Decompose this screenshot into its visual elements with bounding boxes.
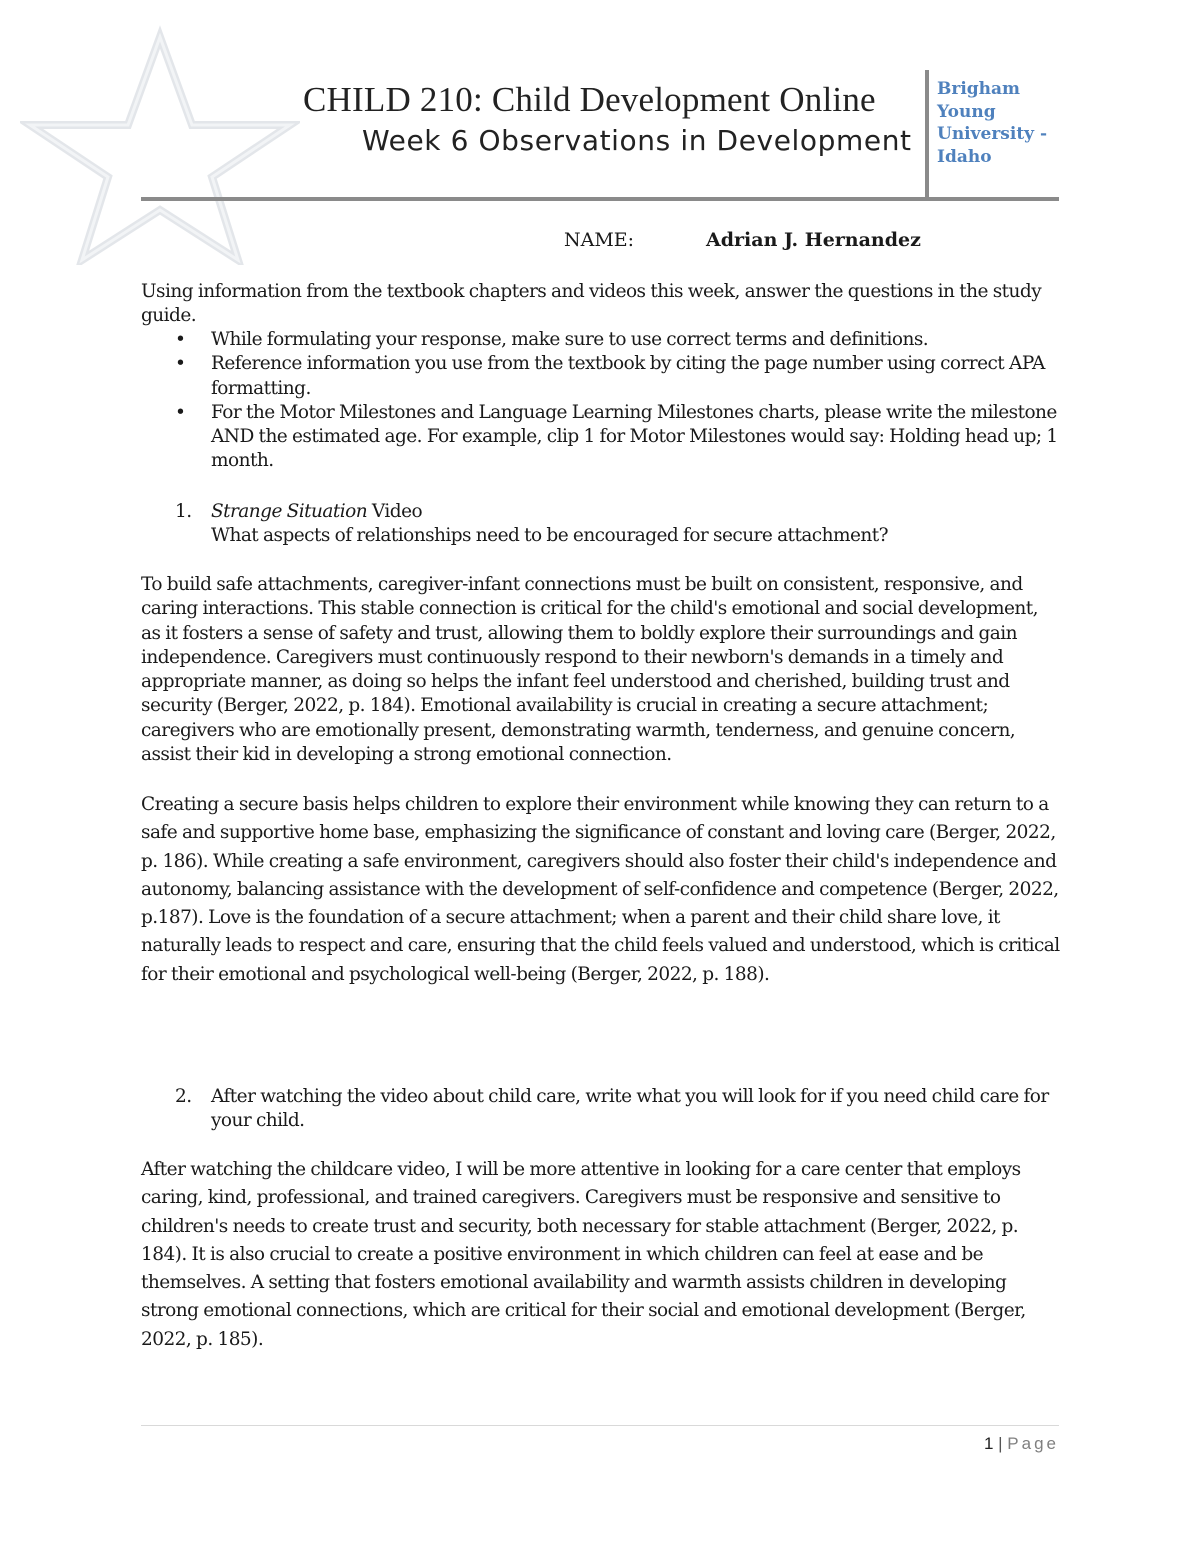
question-title-rest: Video	[367, 501, 423, 522]
header-horizontal-divider	[141, 197, 1059, 201]
star-watermark-icon	[20, 25, 300, 265]
answer-1-paragraph-2: Creating a secure basis helps children to explore their environment while knowing they can return to a safe and supportive home base, emphasizing the significance of constant and loving care (Berger, 2022, p. 186). While creating a safe environment, caregivers should also foster their child's independence and autonomy, balancing assistance with the development of self-confidence and competence (Berger, 2022, p.187). Love is the foundation of a secure attachment; when a parent and their child share love, it naturally leads to respect and care, ensuring that the child feels valued and understood, which is critical for their emotional and psychological well-being (Berger, 2022, p. 188).	[141, 794, 1060, 985]
name-value: Adrian J. Hernandez	[706, 229, 921, 251]
instruction-list	[141, 328, 1061, 474]
question-text: What aspects of relationships need to be encouraged for secure attachment?	[211, 525, 888, 547]
answer-1-paragraph-1: To build safe attachments, caregiver-infant connections must be built on consistent, responsive, and caring interactions. This stable connection is critical for the child's emotional and social development, as it fosters a sense of safety and trust, allowing them to boldly explore their surroundings and gain independence. Caregivers must continuously respond to their newborn's demands in a timely and appropriate manner, as doing so helps the infant feel understood and cherished, building trust and security (Berger, 2022, p. 184). Emotional availability is crucial in creating a secure attachment; caregivers who are emotionally present, demonstrating warmth, tenderness, and genuine concern, assist their kid in developing a strong emotional connection.	[141, 574, 1038, 766]
page-footer	[984, 1434, 1059, 1454]
question-number: 1.	[175, 501, 192, 522]
question-title-italic: Strange Situation	[211, 501, 368, 522]
question-1	[141, 500, 1061, 549]
question-text: After watching the video about child care, write what you will look for if you need child care for your child.	[211, 1086, 1049, 1132]
page-word: Page	[1007, 1434, 1059, 1453]
footer-divider	[141, 1425, 1059, 1426]
list-item: • For the Motor Milestones and Language Learning Milestones charts, please write the milestone AND the estimated age. For example, clip 1 for Motor Milestones would say: Holding head up; 1 month.	[175, 401, 1058, 472]
question-2	[141, 1085, 1061, 1134]
intro-text: Using information from the textbook chapters and videos this week, answer the questions in the study guide.	[141, 281, 1042, 327]
header-vertical-divider	[925, 70, 929, 198]
list-item: • Reference information you use from the textbook by citing the page number using correct APA formatting.	[175, 353, 1045, 399]
name-label: NAME:	[564, 229, 635, 251]
course-title: CHILD 210: Child Development Online	[303, 80, 876, 119]
week-title: Week 6 Observations in Development	[362, 124, 912, 157]
answer-2: After watching the childcare video, I will be more attentive in looking for a care center that employs caring, kind, professional, and trained caregivers. Caregivers must be responsive and sensitive to children's needs to create trust and security, both necessary for stable attachment (Berger, 2022, p. 184). It is also crucial to create a positive environment in which children can feel at ease and be themselves. A setting that fosters emotional availability and warmth assists children in developing strong emotional connections, which are critical for their social and emotional development (Berger, 2022, p. 185).	[141, 1159, 1026, 1350]
university-name: Brigham Young University - Idaho	[937, 79, 1048, 167]
question-number: 2.	[175, 1086, 192, 1107]
page-number: 1	[983, 1434, 994, 1453]
footer-separator: |	[998, 1434, 1003, 1453]
list-item: • While formulating your response, make sure to use correct terms and definitions.	[175, 329, 929, 350]
